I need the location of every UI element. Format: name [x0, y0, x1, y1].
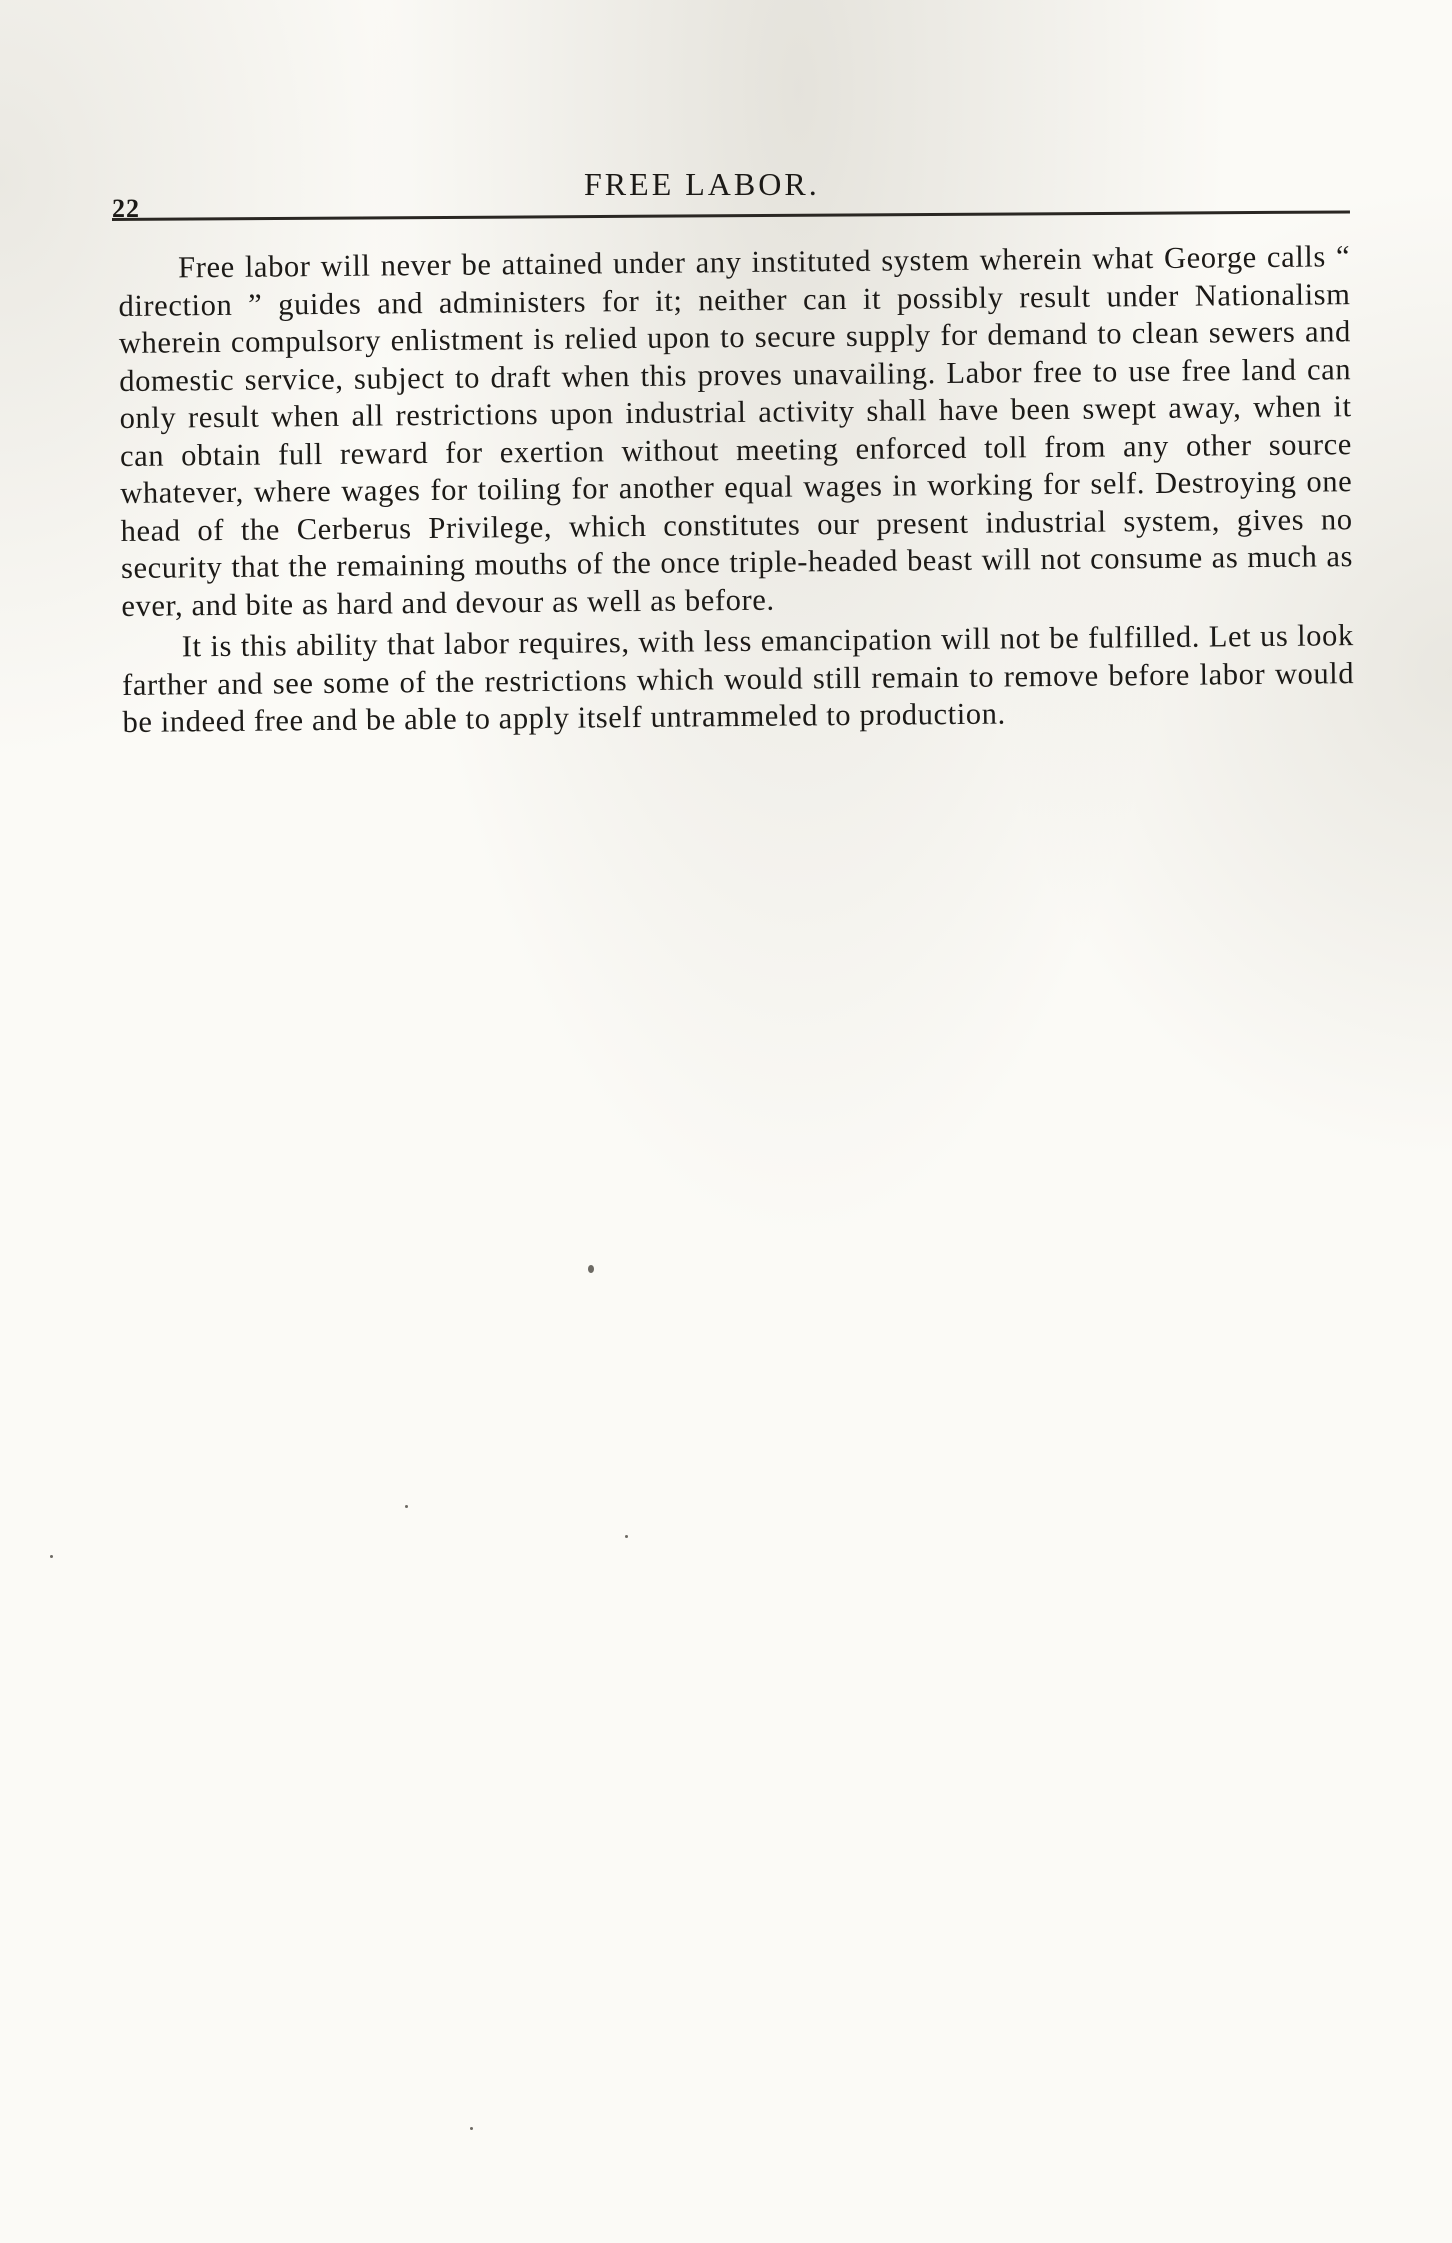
page-number: 22: [112, 194, 140, 223]
page-header: [112, 166, 1352, 223]
ink-speck: [470, 2127, 473, 2130]
ink-speck: [50, 1555, 53, 1558]
paragraph-2: It is this ability that labor requires, with less emancipation will not be fulfilled. Let us look farther and see some of the restrictions which would still remain to remove before labor would be indeed free and be able to apply itself untrammeled to production.: [122, 618, 1355, 739]
ink-speck: [588, 1265, 594, 1273]
ink-speck: [405, 1505, 408, 1508]
ink-speck: [625, 1535, 628, 1538]
paragraph-1: Free labor will never be attained under any instituted system wherein what George calls “ direction ” guides and administers for it; neither can it possibly result under Nationalism wherein compulsory enlistment is relied upon to secure supply for demand to clean sewers and domestic service, subject to draft when this proves unavailing. Labor free to use free land can only result when all restrictions upon industrial activity shall have been swept away, when it can obtain full reward for exertion without meeting enforced toll from any other source whatever, where wages for toiling for another equal wages in working for self. Destroying one head of the Cerberus Privilege, which constitutes our present industrial system, gives no security that the remaining mouths of the once triple-headed beast will not consume as much as ever, and bite as hard and devour as well as before.: [118, 239, 1354, 623]
body-text: [118, 238, 1355, 741]
running-title: FREE LABOR.: [584, 166, 820, 202]
